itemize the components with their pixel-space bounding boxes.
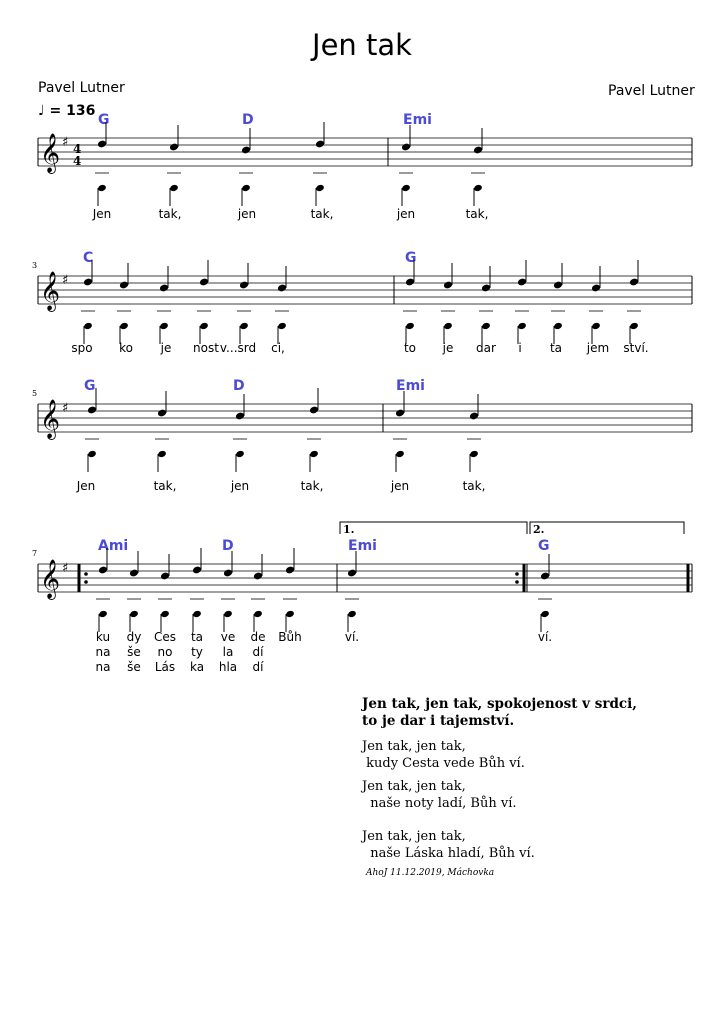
stanza-2: [362, 778, 517, 812]
system-1-bass-note-head: [473, 184, 483, 192]
system-4-bass-note-head: [129, 610, 139, 618]
repeat-start-dot: [84, 580, 88, 584]
system-1-chord: D: [242, 112, 254, 128]
credit-line: AhoJ 11.12.2019, Máchovka: [366, 868, 495, 878]
system-2-bass-note-head: [199, 322, 209, 330]
system-4-lyric-syllable: de: [250, 630, 266, 644]
system-3-measure-number: 5: [32, 389, 38, 398]
system-4-lyric-syllable: ka: [189, 660, 205, 674]
system-4-lyric-syllable: dy: [126, 630, 142, 644]
system-4-lyric-syllable: še: [127, 645, 141, 659]
verse-block: [362, 696, 637, 730]
composer-right: Pavel Lutner: [608, 83, 695, 99]
system-4-lyric-syllable: na: [95, 660, 111, 674]
system-3-lyric-syllable: tak,: [300, 479, 324, 493]
system-2-lyric-syllable: v...srd: [219, 341, 257, 355]
system-2-bass-note-head: [159, 322, 169, 330]
system-2-bass-note-head: [591, 322, 601, 330]
system-2-lyric-syllable: to: [403, 341, 417, 355]
repeat-start-dot: [84, 572, 88, 576]
composer-left: Pavel Lutner: [38, 80, 125, 96]
system-1-bass-note-head: [241, 184, 251, 192]
system-4-lyric-syllable: Ces: [153, 630, 177, 644]
volta-label-1: 1.: [343, 523, 355, 536]
system-2-bass-note-head: [443, 322, 453, 330]
system-2-bass-note-head: [405, 322, 415, 330]
system-2-bass-note-head: [277, 322, 287, 330]
system-2-bass-note-head: [629, 322, 639, 330]
system-4-lyric-syllable: še: [127, 660, 141, 674]
system-4-lyric-syllable: dí: [252, 645, 264, 659]
system-4-bass-note-head: [192, 610, 202, 618]
system-2-lyric-syllable: je: [442, 341, 454, 355]
system-3-chord: D: [233, 378, 245, 394]
system-2-lyric-syllable: dar: [476, 341, 496, 355]
system-1-bass-note-head: [169, 184, 179, 192]
system-2-lyric-syllable: ta: [549, 341, 563, 355]
system-3-lyric-syllable: tak,: [462, 479, 486, 493]
system-2-bass-note-head: [239, 322, 249, 330]
system-3-bass-note-head: [87, 450, 97, 458]
system-2-bass-note-head: [481, 322, 491, 330]
system-4-lyric-syllable: no: [157, 645, 173, 659]
system-3-lyric-syllable: Jen: [76, 479, 96, 493]
system-1-lyric-syllable: jen: [396, 207, 416, 221]
system-4-lyric-syllable: ku: [95, 630, 111, 644]
stanza-3-line-2: naše Láska hladí, Bůh ví.: [362, 846, 535, 861]
system-4-bass-note-head: [98, 610, 108, 618]
system-3-bass-note-head: [235, 450, 245, 458]
volta-label-2: 2.: [533, 523, 545, 536]
system-1-lyric-syllable: jen: [237, 207, 257, 221]
system-4-lyric-syllable: Bůh: [278, 630, 302, 644]
system-3-treble-clef-icon: 𝄞: [40, 399, 61, 439]
system-2-lyric-syllable: i: [518, 341, 522, 355]
system-4-chord: D: [222, 538, 234, 554]
stanza-1-line-1: Jen tak, jen tak,: [362, 739, 466, 754]
system-2-lyric-syllable: jem: [586, 341, 610, 355]
system-3-lyric-syllable: jen: [230, 479, 250, 493]
system-3-key-sharp-icon: ♯: [62, 401, 69, 416]
system-3-bass-note-head: [469, 450, 479, 458]
system-4-bass-note-head: [160, 610, 170, 618]
system-3-bass-note-head: [395, 450, 405, 458]
system-3-lyric-syllable: jen: [390, 479, 410, 493]
system-2-bass-note-head: [119, 322, 129, 330]
system-2-measure-number: 3: [32, 261, 38, 270]
system-4-lyric-syllable: dí: [252, 660, 264, 674]
system-1-lyric-syllable: tak,: [158, 207, 182, 221]
system-4-measure-number: 7: [32, 549, 38, 558]
stanza-1-line-2: kudy Cesta vede Bůh ví.: [362, 756, 525, 771]
system-4-treble-clef-icon: 𝄞: [40, 559, 61, 599]
system-1-lyric-syllable: tak,: [465, 207, 489, 221]
stanza-3: [362, 828, 535, 862]
system-4-chord: G: [538, 538, 550, 554]
system-2-bass-note-head: [83, 322, 93, 330]
system-2-lyric-syllable: spo: [71, 341, 93, 355]
system-3-lyric-syllable: tak,: [153, 479, 177, 493]
system-1-lyric-syllable: tak,: [310, 207, 334, 221]
system-3-bass-note-head: [309, 450, 319, 458]
system-4-lyric-syllable: la: [222, 645, 234, 659]
time-signature-top: 4: [73, 142, 82, 156]
system-1-chord: Emi: [403, 112, 432, 128]
system-4-bass-note-head: [223, 610, 233, 618]
system-4-key-sharp-icon: ♯: [62, 561, 69, 576]
system-3-chord: Emi: [396, 378, 425, 394]
system-2-bass-note-head: [517, 322, 527, 330]
refrain-line-1: Jen tak, jen tak, spokojenost v srdci,: [362, 696, 637, 712]
system-4-bass-note-head: [540, 610, 550, 618]
stanza-2-line-1: Jen tak, jen tak,: [362, 779, 466, 794]
system-4-lyric-syllable: ta: [190, 630, 204, 644]
system-1-lyric-syllable: Jen: [92, 207, 112, 221]
system-2-lyric-syllable: ci,: [271, 341, 285, 355]
system-4-lyric-syllable: ví.: [537, 630, 553, 644]
stanza-2-line-2: naše noty ladí, Bůh ví.: [362, 796, 517, 811]
system-4-chord: Ami: [98, 538, 129, 554]
volta-bracket-2: [530, 522, 684, 534]
system-1-bass-note-head: [401, 184, 411, 192]
tempo-marking: ♩ = 136: [38, 103, 96, 119]
system-2-chord: C: [83, 250, 94, 266]
system-4-bass-note-head: [285, 610, 295, 618]
system-2-bass-note-head: [553, 322, 563, 330]
system-1-chord: G: [98, 112, 110, 128]
refrain-line-2: to je dar i tajemství.: [362, 713, 515, 729]
system-2-lyric-syllable: je: [160, 341, 172, 355]
system-4-lyric-syllable: hla: [218, 660, 238, 674]
system-4-bass-note-head: [253, 610, 263, 618]
system-4-lyric-syllable: ve: [220, 630, 236, 644]
system-3-bass-note-head: [157, 450, 167, 458]
system-4-lyric-syllable: ví.: [344, 630, 360, 644]
system-3-chord: G: [84, 378, 96, 394]
stanza-1: [362, 738, 525, 772]
repeat-end-dot: [515, 580, 519, 584]
system-2-lyric-syllable: ko: [119, 341, 133, 355]
system-4-lyric-syllable: ty: [191, 645, 203, 659]
system-2-lyric-syllable: ství.: [623, 341, 649, 355]
system-1-bass-note-head: [315, 184, 325, 192]
volta-bracket-1: [340, 522, 527, 534]
system-1-key-sharp-icon: ♯: [62, 135, 69, 150]
repeat-end-dot: [515, 572, 519, 576]
system-4-chord: Emi: [348, 538, 377, 554]
system-4-lyric-syllable: na: [95, 645, 111, 659]
song-title: Jen tak: [312, 28, 412, 62]
system-4-bass-note-head: [347, 610, 357, 618]
system-1-treble-clef-icon: 𝄞: [40, 133, 61, 173]
system-2-treble-clef-icon: 𝄞: [40, 271, 61, 311]
system-2-key-sharp-icon: ♯: [62, 273, 69, 288]
system-2-chord: G: [405, 250, 417, 266]
time-signature-bottom: 4: [73, 154, 82, 168]
system-2-lyric-syllable: nost: [193, 341, 219, 355]
stanza-3-line-1: Jen tak, jen tak,: [362, 829, 466, 844]
system-1-bass-note-head: [97, 184, 107, 192]
system-4-lyric-syllable: Lás: [154, 660, 176, 674]
